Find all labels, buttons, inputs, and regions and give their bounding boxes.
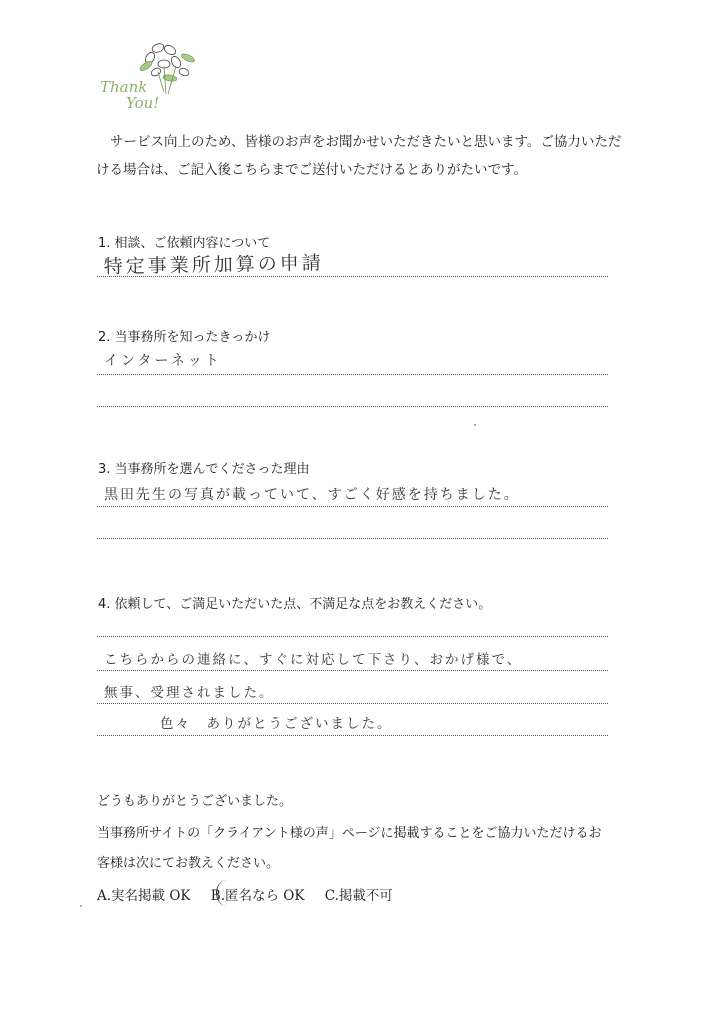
answer-4-text-line2: 無事、受理されました。 [104, 685, 275, 701]
option-b-anonymous[interactable]: B.匿名なら OK [210, 888, 305, 904]
selection-circle-mark [216, 880, 237, 906]
answer-line [97, 506, 608, 507]
intro-text: サービス向上のため、皆様のお声をお聞かせいただきたいと思います。ご協力いただける場合は、ご記入後こちらまでご送付いただけるとありがたいです。 [96, 134, 622, 178]
answer-line [97, 406, 608, 407]
publication-options [97, 884, 409, 904]
flower-bouquet-icon [96, 36, 206, 116]
answer-line [97, 538, 608, 539]
answer-3-text: 黒田先生の写真が載っていて、すごく好感を持ちました。 [104, 487, 520, 503]
logo-text-line2: You! [126, 94, 160, 112]
thanks-text: どうもありがとうございました。 [97, 794, 293, 809]
question-4-label: 4. 依頼して、ご満足いただいた点、不満足な点をお教えください。 [98, 597, 492, 612]
answer-line [97, 703, 608, 704]
answer-line [97, 276, 608, 277]
answer-line [97, 670, 608, 671]
question-1-label: 1. 相談、ご依頼内容について [98, 236, 271, 251]
logo-text-line1: Thank [100, 78, 148, 96]
answer-4-text-line1: こちらからの連絡に、すぐに対応して下さり、おかげ様で、 [104, 652, 523, 668]
answer-line [97, 374, 608, 375]
answer-line [97, 636, 608, 637]
stray-mark [80, 905, 82, 907]
answer-line [97, 735, 608, 736]
answer-1-text: 特定事業所加算の申請 [103, 252, 324, 279]
intro-paragraph [96, 128, 626, 184]
option-a-real-name[interactable]: A.実名掲載 OK [97, 888, 191, 904]
question-2-label: 2. 当事務所を知ったきっかけ [98, 330, 271, 345]
consent-text-line1: 当事務所サイトの「クライアント様の声」ページに掲載することをご協力いただけるお [97, 826, 602, 841]
stray-mark [474, 424, 476, 426]
question-3-label: 3. 当事務所を選んでくださった理由 [98, 462, 310, 477]
answer-4-text-line3: 色々 ありがとうございました。 [160, 716, 393, 732]
option-c-no-publish[interactable]: C.掲載不可 [324, 888, 393, 904]
thank-you-logo [96, 36, 206, 116]
answer-2-text: インターネット [104, 353, 222, 369]
consent-text-line2: 客様は次にてお教えください。 [97, 856, 280, 871]
